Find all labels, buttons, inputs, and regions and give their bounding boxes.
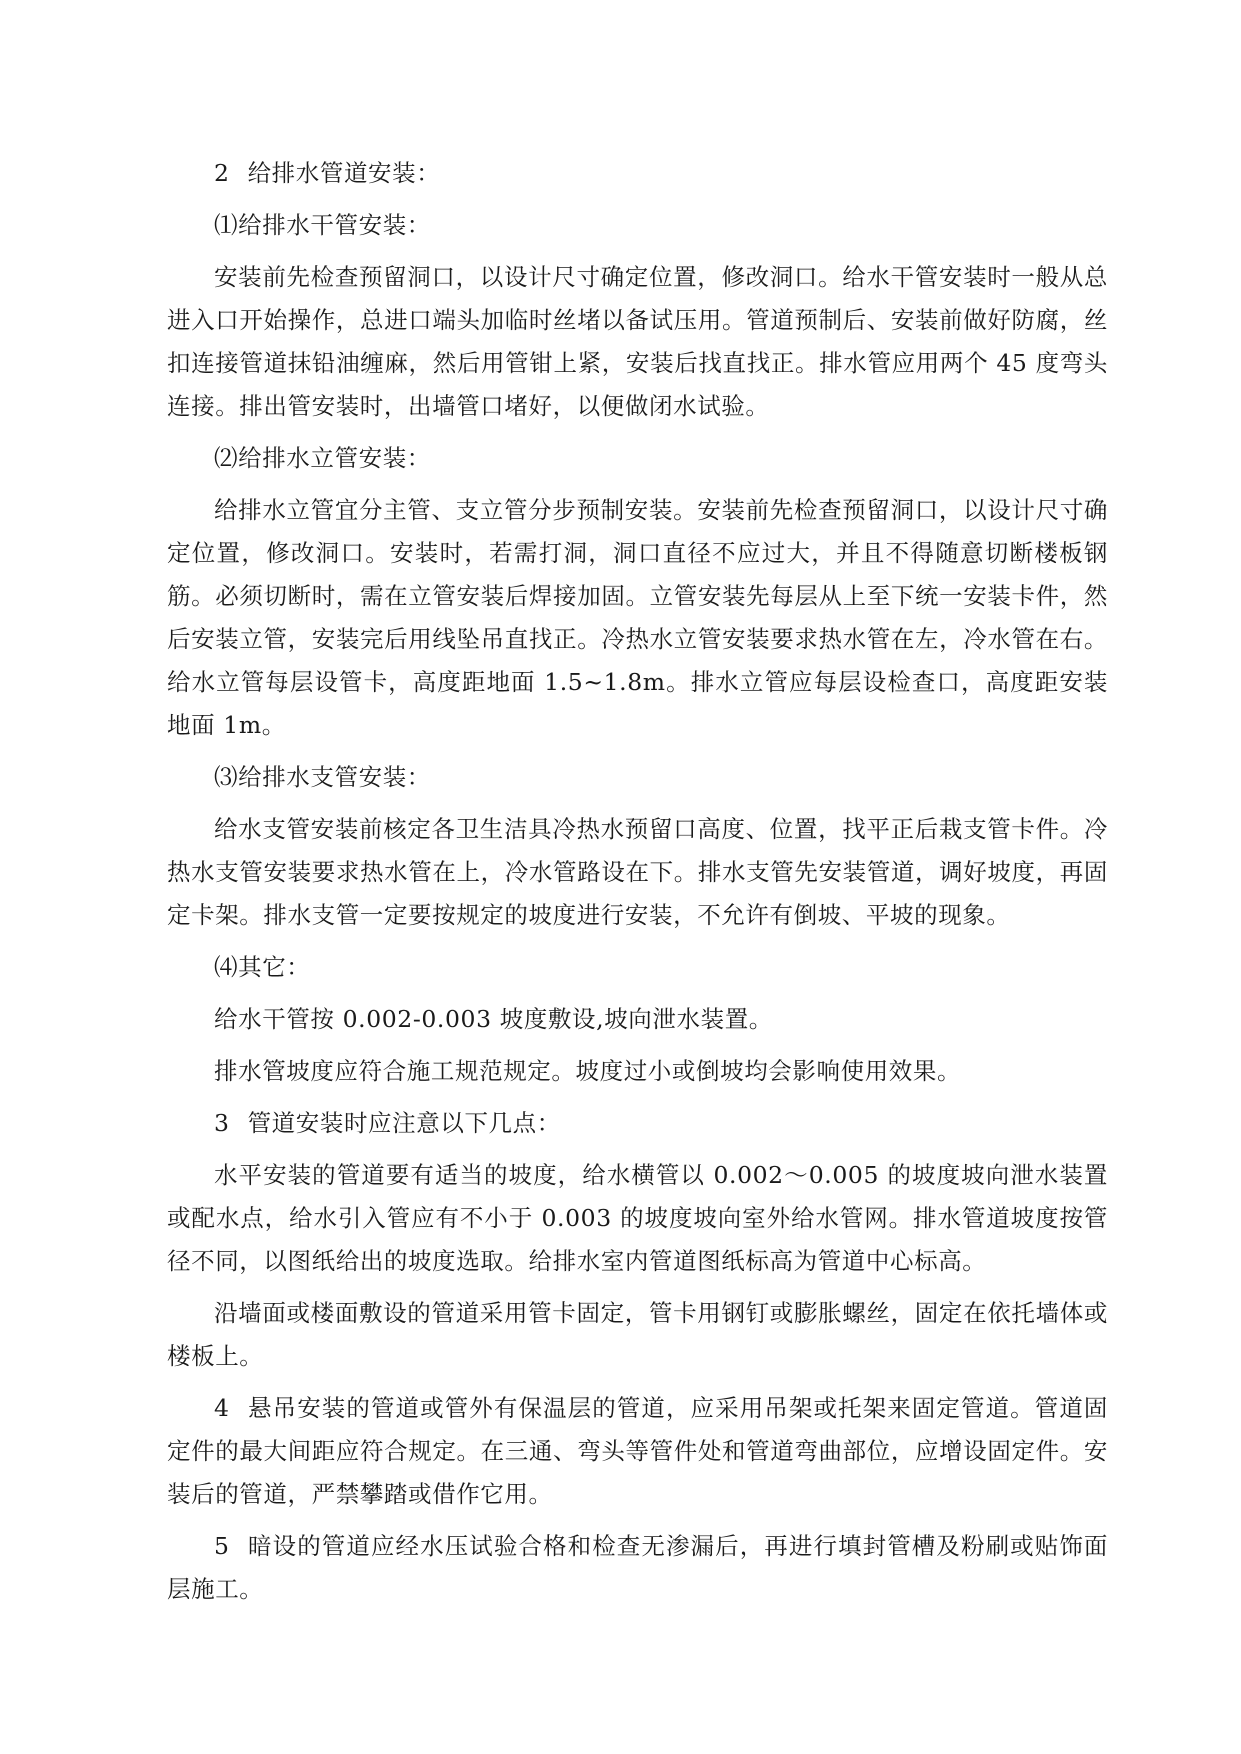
subsection-heading: ⑶给排水支管安装： [214,763,431,791]
body-paragraph: 给水支管安装前核定各卫生洁具冷热水预留口高度、位置，找平正后栽支管卡件。冷热水支管安装要求热水管在上，冷水管路设在下。排水支管先安装管道，调好坡度，再固定卡架。排水支管一定要按规定的坡度进行安装，不允许有倒坡、平坡的现象。 [167,815,1108,929]
body-paragraph: 给排水立管宜分主管、支立管分步预制安装。安装前先检查预留洞口，以设计尺寸确定位置，修改洞口。安装时，若需打洞，洞口直径不应过大，并且不得随意切断楼板钢筋。必须切断时，需在立管安装后焊接加固。立管安装先每层从上至下统一安装卡件，然后安装立管，安装完后用线坠吊直找正。冷热水立管安装要求热水管在左，冷水管在右。给水立管每层设管卡，高度距地面 1.5~1.8m。排水立管应每层设检查口，高度距安装地面 1m。 [167,496,1108,739]
section-title: 给排水管道安装： [247,159,441,187]
body-paragraph: 排水管坡度应符合施工规范规定。坡度过小或倒坡均会影响使用效果。 [214,1057,962,1085]
section-text: 悬吊安装的管道或管外有保温层的管道，应采用吊架或托架来固定管道。管道固定件的最大间距应符合规定。在三通、弯头等管件处和管道弯曲部位，应增设固定件。安装后的管道，严禁攀踏或借作它用。 [167,1394,1108,1508]
subsection-heading: ⑷其它： [214,953,311,981]
body-paragraph: 安装前先检查预留洞口，以设计尺寸确定位置，修改洞口。给水干管安装时一般从总进入口开始操作，总进口端头加临时丝堵以备试压用。管道预制后、安装前做好防腐，丝扣连接管道抹铅油缠麻，然后用管钳上紧，安装后找直找正。排水管应用两个 45 度弯头连接。排出管安装时，出墙管口堵好，以便做闭水试验。 [167,263,1108,420]
body-paragraph: 沿墙面或楼面敷设的管道采用管卡固定，管卡用钢钉或膨胀螺丝，固定在依托墙体或楼板上。 [167,1299,1108,1370]
section-number: 4 [214,1394,230,1422]
section-number: 2 [214,159,230,187]
section-5-paragraph [167,1525,1108,1611]
section-title: 管道安装时应注意以下几点： [247,1109,561,1137]
subsection-heading: ⑴给排水干管安装： [214,211,431,239]
body-paragraph: 水平安装的管道要有适当的坡度，给水横管以 0.002～0.005 的坡度坡向泄水装置或配水点，给水引入管应有不小于 0.003 的坡度坡向室外给水管网。排水管道坡度按管径不同，以图纸给出的坡度选取。给排水室内管道图纸标高为管道中心标高。 [167,1161,1108,1275]
section-text: 暗设的管道应经水压试验合格和检查无渗漏后，再进行填封管槽及粉刷或贴饰面层施工。 [167,1532,1108,1603]
section-3-heading [167,1102,1108,1145]
section-number: 3 [214,1109,230,1137]
subsection-heading: ⑵给排水立管安装： [214,444,431,472]
section-number: 5 [214,1532,230,1560]
section-2-heading [167,152,1108,195]
body-paragraph: 给水干管按 0.002-0.003 坡度敷设,坡向泄水装置。 [214,1005,773,1033]
section-4-paragraph [167,1387,1108,1516]
